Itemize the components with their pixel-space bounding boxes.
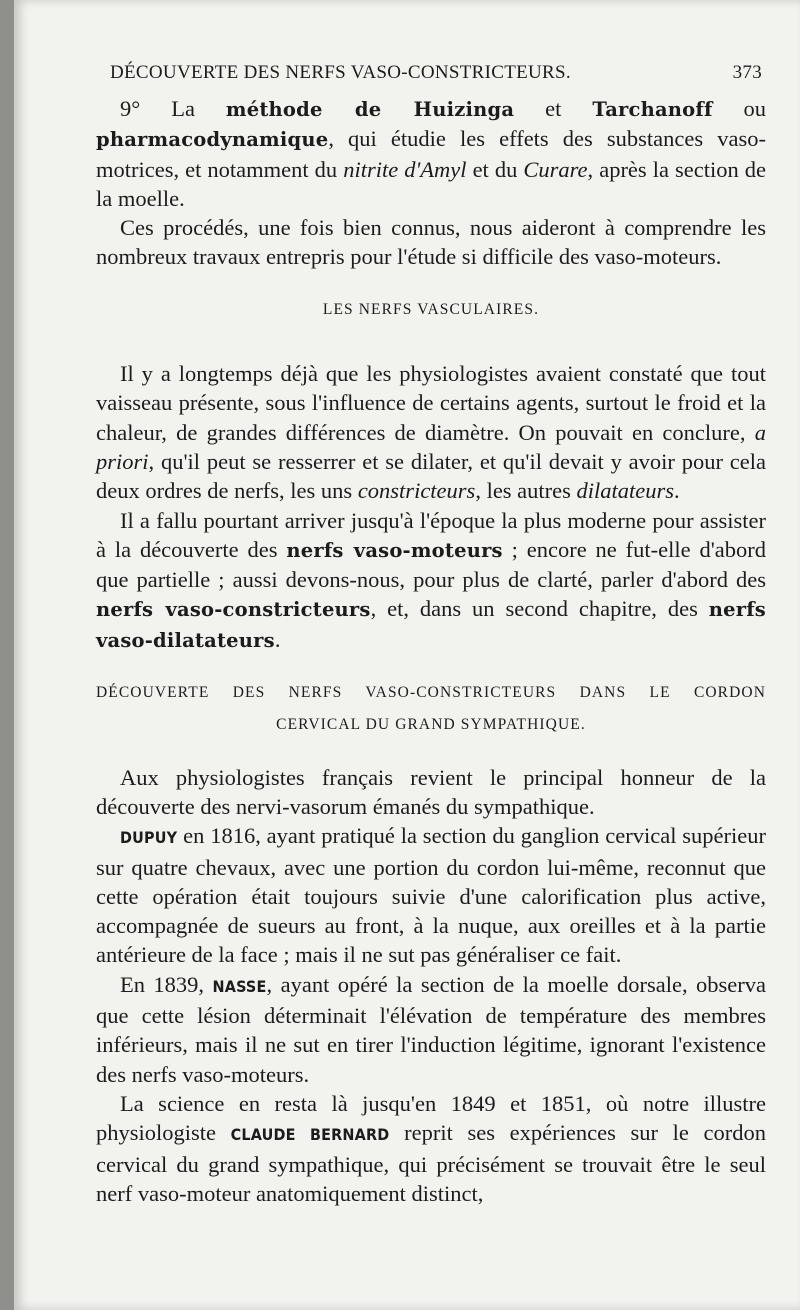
running-header — [110, 62, 762, 84]
paragraph-longtemps: Il y a longtemps déjà que les physiologistes avaient constaté que tout vaisseau présente, sous l'influence de certains agents, surtout le froid et la chaleur, de grandes différences de diamètre. On pouvait en conclure, a priori, qu'il peut se resserrer et se dilater, et qu'il devait y avoir pour cela deux ordres de nerfs, les uns constricteurs, les autres dilatateurs. — [96, 361, 766, 504]
section-heading-decouverte-line2: CERVICAL DU GRAND SYMPATHIQUE. — [276, 716, 586, 734]
section-heading-decouverte-line1: DÉCOUVERTE DES NERFS VASO-CONSTRICTEURS DANS LE CORDON — [96, 684, 766, 702]
author-claude-bernard: CLAUDE BERNARD — [230, 1125, 390, 1145]
author-nasse: NASSE — [212, 976, 267, 996]
paragraph-physiologistes: Aux physiologistes français revient le principal honneur de la découverte des nervi-vasorum émanés du sympathique. — [96, 764, 766, 819]
paragraph-method-huizinga: 9° La méthode de Huizinga et Tarchanoff ou pharmacodynamique, qui étudie les effets des substances vaso-motrices, et notamment du nitrite d'Amyl et du Curare, après la section de la moelle. — [96, 96, 766, 211]
body-text — [96, 94, 766, 1208]
book-page — [14, 0, 800, 1310]
paragraph-claude-bernard: La science en resta là jusqu'en 1849 et 1851, où notre illustre physiologiste CLAUDE BERNARD reprit ses expériences sur le cordon cervical du grand sympathique, qui précisément se trouvait être le seul nerf vaso-moteur anatomiquement distinct, — [96, 1090, 766, 1206]
page-edge — [0, 0, 14, 1310]
paragraph-fallu: Il a fallu pourtant arriver jusqu'à l'époque la plus moderne pour assister à la découverte des nerfs vaso-moteurs ; encore ne fut-elle d'abord que partielle ; aussi devons-nous, pour plus de clarté, parler d'abord des nerfs vaso-constricteurs, et, dans un second chapitre, des nerfs vaso-dilatateurs. — [96, 507, 766, 652]
paragraph-nasse: En 1839, NASSE, ayant opéré la section de la moelle dorsale, observa que cette lésion déterminait l'élévation de température des membres inférieurs, mais il ne sut en tirer l'induction légitime, ignorant l'existence des nerfs vaso-moteurs. — [96, 971, 767, 1087]
paragraph-procedes: Ces procédés, une fois bien connus, nous aideront à comprendre les nombreux travaux entrepris pour l'étude si difficile des vaso-moteurs. — [96, 215, 766, 270]
page-number: 373 — [732, 62, 762, 83]
author-dupuy: DUPUY — [120, 828, 178, 848]
section-heading-nerfs-vasculaires: LES NERFS VASCULAIRES. — [322, 300, 540, 318]
paragraph-dupuy: DUPUY en 1816, ayant pratiqué la section du ganglion cervical supérieur sur quatre chevaux, avec une portion du cordon lui-même, reconnut que cette opération était toujours suivie d'une calorification plus active, accompagnée de sueurs au front, à la nuque, aux oreilles et à la partie antérieure de la face ; mais il ne sut pas généraliser ce fait. — [96, 823, 766, 968]
header-title: DÉCOUVERTE DES NERFS VASO-CONSTRICTEURS. — [110, 62, 571, 83]
